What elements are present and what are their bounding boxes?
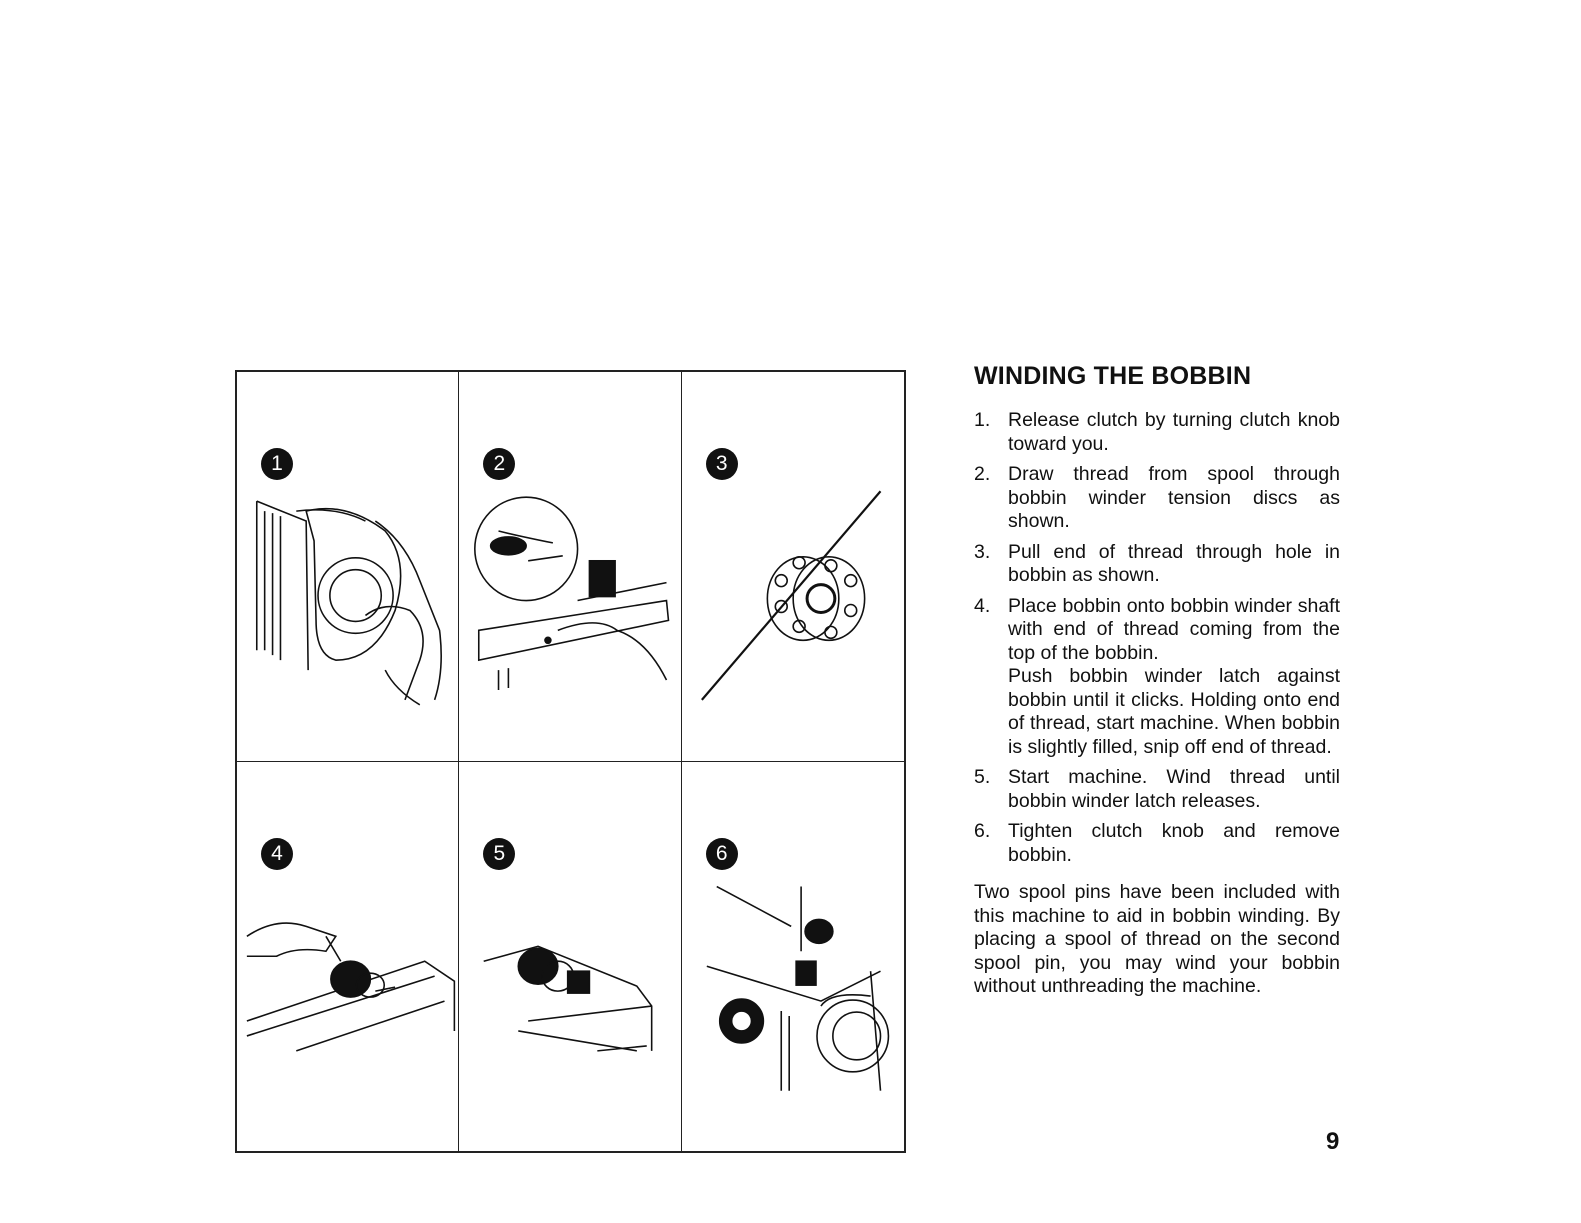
hand-turning-clutch-knob-illustration (237, 372, 458, 761)
step-item (974, 541, 1340, 588)
section-heading: WINDING THE BOBBIN (974, 362, 1252, 390)
step-text: Draw thread from spool through bobbin winder tension discs as shown. (1008, 463, 1340, 532)
illustration-panel-6 (682, 762, 904, 1152)
page-number: 9 (1326, 1128, 1340, 1155)
spool-pins-note: Two spool pins have been included with this machine to aid in bobbin winding. By placing a spool of thread on the second spool pin, you may wind your bobbin without unthreading the machine. (974, 881, 1340, 997)
illustration-panel-5 (459, 762, 681, 1152)
steps-list (974, 409, 1340, 867)
step-item (974, 820, 1340, 867)
bobbin-on-winder-shaft-illustration (237, 762, 458, 1152)
step-text: Place bobbin onto bobbin winder shaft with end of thread coming from the top of the bobbin. (1008, 594, 1340, 664)
step-text-continued: Push bobbin winder latch against bobbin until it clicks. Holding onto end of thread, start machine. When bobbin is slightly filled, snip off end of thread. (1008, 665, 1340, 758)
step-item (974, 766, 1340, 813)
step-number: 5. (974, 766, 991, 788)
step-number-badge: 6 (706, 838, 738, 870)
winding-bobbin-illustration (459, 762, 680, 1152)
step-number: 4. (974, 594, 991, 617)
tightening-clutch-knob-illustration (682, 762, 904, 1152)
step-item (974, 409, 1340, 456)
step-item (974, 463, 1340, 534)
illustration-panel-1 (237, 372, 459, 762)
step-text: Release clutch by turning clutch knob toward you. (1008, 409, 1340, 455)
step-text: Pull end of thread through hole in bobbin as shown. (1008, 540, 1340, 586)
illustration-panel-2 (459, 372, 681, 762)
step-number: 1. (974, 409, 991, 431)
step-number: 3. (974, 540, 991, 563)
thread-tension-discs-illustration (459, 372, 680, 761)
instructions-column (974, 362, 1340, 999)
illustration-panel-3 (682, 372, 904, 762)
step-number-badge: 4 (261, 838, 293, 870)
step-number-badge: 5 (483, 838, 515, 870)
step-text: Tighten clutch knob and remove bobbin. (1008, 820, 1340, 866)
bobbin-with-thread-illustration (682, 372, 904, 761)
step-number: 2. (974, 463, 991, 485)
step-number: 6. (974, 820, 991, 842)
step-text: Start machine. Wind thread until bobbin winder latch releases. (1008, 766, 1340, 812)
illustration-grid (235, 370, 906, 1153)
step-item (974, 595, 1340, 760)
step-number-badge: 3 (706, 448, 738, 480)
step-number-badge: 2 (483, 448, 515, 480)
step-number-badge: 1 (261, 448, 293, 480)
illustration-panel-4 (237, 762, 459, 1152)
